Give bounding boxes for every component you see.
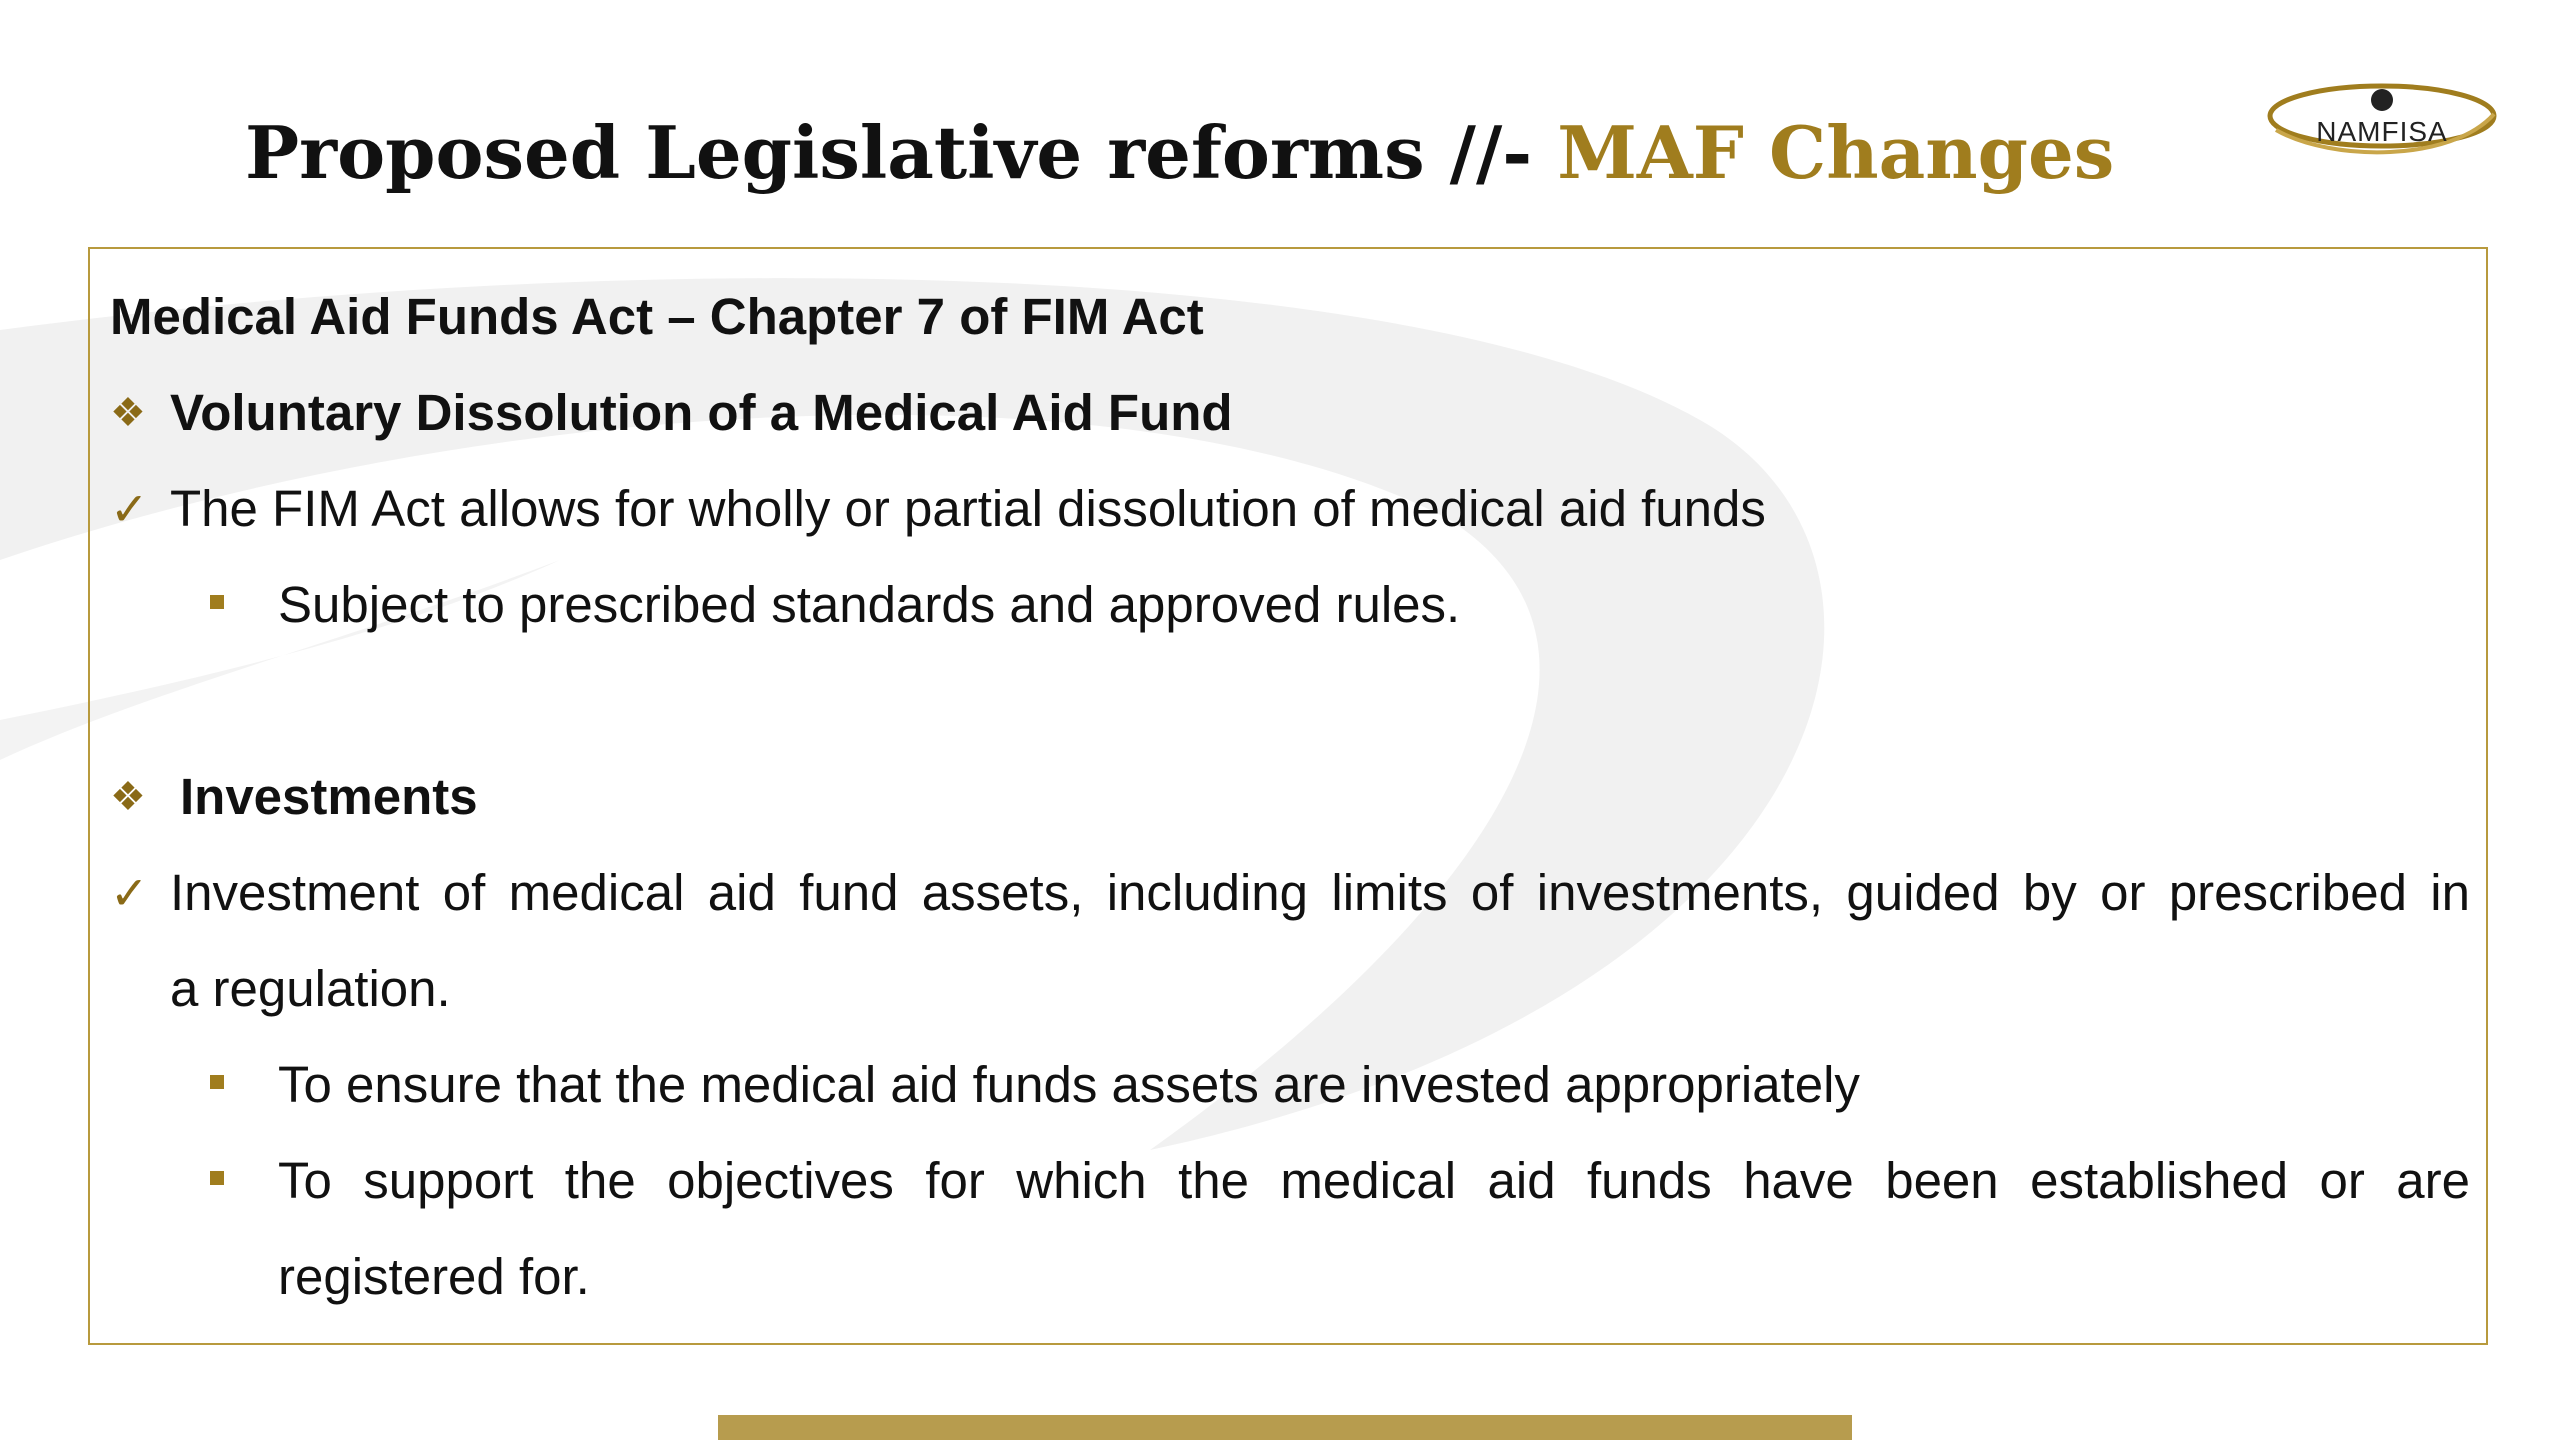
subpoint-investments-2-continuation: registered for. xyxy=(278,1248,590,1305)
namfisa-logo xyxy=(2262,70,2502,180)
footer-bar xyxy=(718,1415,1852,1440)
subpoint-investments-2: To support the objectives for which the medical aid funds have been established or are xyxy=(278,1152,2470,1209)
square-bullet-icon xyxy=(210,1075,224,1089)
title-accent: MAF Changes xyxy=(1557,110,2115,195)
diamond-cluster-icon: ❖ xyxy=(110,391,146,435)
title-main: Proposed Legislative reforms //- xyxy=(245,110,1558,195)
diamond-cluster-icon: ❖ xyxy=(110,775,146,819)
slide-title xyxy=(245,98,2114,208)
logo-name: NAMFISA xyxy=(2316,116,2448,147)
content-box xyxy=(88,247,2488,1345)
section-title-dissolution: Voluntary Dissolution of a Medical Aid Fund xyxy=(170,384,1233,441)
square-bullet-icon xyxy=(210,595,224,609)
checkmark-icon: ✓ xyxy=(110,867,149,919)
section-title-investments: Investments xyxy=(180,768,478,825)
point-investments-line2: a regulation. xyxy=(170,960,451,1017)
point-investments-line1: Investment of medical aid fund assets, including limits of investments, guided by or prescribed in xyxy=(170,864,2470,921)
checkmark-icon: ✓ xyxy=(110,483,149,535)
point-dissolution: The FIM Act allows for wholly or partial dissolution of medical aid funds xyxy=(170,480,1766,537)
subpoint-investments-1: To ensure that the medical aid funds assets are invested appropriately xyxy=(278,1056,1860,1113)
square-bullet-icon xyxy=(210,1171,224,1185)
main-heading: Medical Aid Funds Act – Chapter 7 of FIM Act xyxy=(110,288,1204,345)
subpoint-dissolution: Subject to prescribed standards and approved rules. xyxy=(278,576,1461,633)
